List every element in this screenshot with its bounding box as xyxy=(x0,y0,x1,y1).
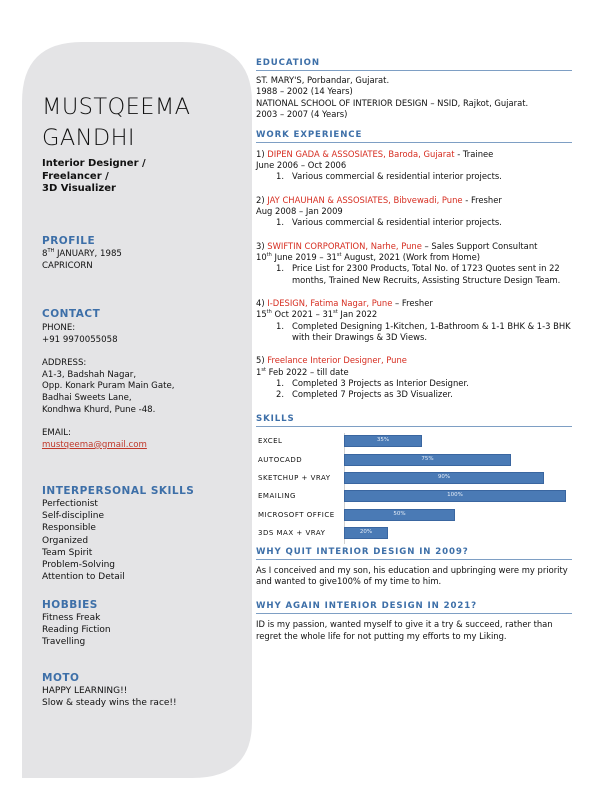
why-quit-text: As I conceived and my son, his education and upbringing were my priority and wanted to give100% of my time to him. xyxy=(256,564,568,587)
skill-label: AUTOCADD xyxy=(258,455,303,464)
tagline xyxy=(42,158,242,196)
skill-bar xyxy=(344,435,422,447)
list-item: Reading Fiction xyxy=(42,625,111,636)
job-company: JAY CHAUHAN & ASSOSIATES, Bibvewadi, Pune xyxy=(267,194,463,205)
job-company: Freelance Interior Designer, Pune xyxy=(267,355,407,366)
job-dates: Aug 2008 – Jan 2009 xyxy=(256,206,343,217)
job-detail: 1. Various commercial & residential interior projects. xyxy=(276,171,502,182)
job-detail: 1. Various commercial & residential interior projects. xyxy=(276,217,502,228)
email-label: EMAIL: xyxy=(42,428,71,439)
job-dates: 15th Oct 2021 – 31st Jan 2022 xyxy=(256,309,378,320)
job-number: 4) xyxy=(256,297,268,308)
contact-heading: CONTACT xyxy=(42,308,101,320)
address-line: Kondhwa Khurd, Pune -48. xyxy=(42,404,156,415)
job-role: - Trainee xyxy=(454,148,494,159)
main-column xyxy=(256,58,572,642)
list-item: Organized xyxy=(42,535,89,546)
job-dates: June 2006 – Oct 2006 xyxy=(256,160,347,171)
email-link[interactable]: mustqeema@gmail.com xyxy=(42,439,147,450)
skill-value-label: 100% xyxy=(447,492,463,499)
education-line: 2003 – 2007 (4 Years) xyxy=(256,109,348,120)
skill-bar xyxy=(344,509,455,521)
skill-bar xyxy=(344,454,511,466)
skill-value-label: 90% xyxy=(437,474,451,481)
hobbies-heading: HOBBIES xyxy=(42,599,98,611)
skill-row xyxy=(256,433,572,451)
dob-day: 8 xyxy=(42,249,48,259)
job-company: I-DESIGN, Fatima Nagar, Pune xyxy=(267,297,393,308)
interpersonal-skills-section xyxy=(42,485,242,583)
job-number: 5) xyxy=(256,355,268,366)
skill-label: MICROSOFT OFFICE xyxy=(258,510,335,519)
tagline-line: 3D Visualizer xyxy=(42,183,116,194)
address-line: Opp. Konark Puram Main Gate, xyxy=(42,381,175,392)
name-line-1: MUSTQEEMA xyxy=(42,94,191,120)
job-title-line xyxy=(256,195,572,206)
skill-label: 3DS MAX + VRAY xyxy=(258,529,326,538)
skills-heading: SKILLS xyxy=(256,414,572,427)
education-line: NATIONAL SCHOOL OF INTERIOR DESIGN – NSID, Rajkot, Gujarat. xyxy=(256,97,529,108)
education-line: 1988 – 2002 (14 Years) xyxy=(256,86,353,97)
job-detail: 1. Completed Designing 1-Kitchen, 1-Bathroom & 1-1 BHK & 1-3 BHK with their Drawings & 3D Views. xyxy=(276,320,571,342)
job-dates: 10th June 2019 – 31st August, 2021 (Work from Home) xyxy=(256,252,480,263)
job-dates: 1st Feb 2022 – till date xyxy=(256,366,349,377)
tagline-line: Interior Designer / xyxy=(42,158,146,169)
moto-section xyxy=(42,672,242,709)
profile-section xyxy=(42,235,242,272)
job-role: – Sales Support Consultant xyxy=(421,240,538,251)
why-quit-heading: WHY QUIT INTERIOR DESIGN IN 2009? xyxy=(256,547,572,560)
education-line: ST. MARY'S, Porbandar, Gujarat. xyxy=(256,75,390,85)
dob-month-year: JANUARY, 1985 xyxy=(54,249,122,259)
education-heading: EDUCATION xyxy=(256,58,572,71)
job-entry xyxy=(256,241,572,286)
why-again-text: ID is my passion, wanted myself to give it a try & succeed, rather than regret the whole life for not putting my efforts to my Liking. xyxy=(256,619,553,641)
skills-chart xyxy=(256,433,572,543)
job-title-line xyxy=(256,355,572,366)
skill-value-label: 75% xyxy=(421,455,434,462)
address-line: A1-3, Badshah Nagar, xyxy=(42,369,137,380)
address-label: ADDRESS: xyxy=(42,358,87,369)
skill-label: SKETCHUP + VRAY xyxy=(258,474,331,483)
date-of-birth xyxy=(42,249,242,261)
skill-label: EXCEL xyxy=(258,437,283,446)
job-detail: 2. Completed 7 Projects as 3D Visualizer. xyxy=(276,389,453,400)
skill-bar xyxy=(344,490,566,502)
skill-bar xyxy=(344,527,388,539)
skill-row xyxy=(256,488,572,506)
skill-row xyxy=(256,507,572,525)
contact-section xyxy=(42,308,242,450)
skill-row xyxy=(256,525,572,543)
zodiac-sign: CAPRICORN xyxy=(42,260,93,271)
job-entry xyxy=(256,149,572,183)
job-entry xyxy=(256,298,572,343)
list-item: Slow & steady wins the race!! xyxy=(42,698,177,709)
skill-value-label: 35% xyxy=(376,437,390,444)
job-company: DIPEN GADA & ASSOSIATES, Baroda, Gujarat xyxy=(267,148,455,159)
hobbies-section xyxy=(42,599,242,649)
work-experience-heading: WORK EXPERIENCE xyxy=(256,130,572,143)
education-block xyxy=(256,75,572,121)
dob-suffix: TH xyxy=(47,248,55,255)
list-item: Self-discipline xyxy=(42,511,104,522)
job-title-line xyxy=(256,241,572,252)
skill-row xyxy=(256,470,572,488)
list-item: Fitness Freak xyxy=(42,613,101,623)
phone-number[interactable]: +91 9970055058 xyxy=(42,334,118,345)
job-number: 1) xyxy=(256,148,268,159)
job-company: SWIFTIN CORPORATION, Narhe, Pune xyxy=(267,240,422,251)
job-title-line xyxy=(256,149,572,160)
job-detail: 1. Price List for 2300 Products, Total No. of 1723 Quotes sent in 22 months, Trained New Recruits, Assisting Structure Design Team. xyxy=(276,263,561,285)
job-title-line xyxy=(256,298,572,309)
list-item: Responsible xyxy=(42,523,96,534)
job-role: - Fresher xyxy=(462,194,502,205)
header-block xyxy=(42,92,242,196)
name-line-2: GANDHI xyxy=(42,125,135,151)
skill-bar xyxy=(344,472,544,484)
profile-heading: PROFILE xyxy=(42,235,96,247)
tagline-line: Freelancer / xyxy=(42,170,109,182)
job-number: 2) xyxy=(256,194,268,205)
skill-row xyxy=(256,452,572,470)
job-entry xyxy=(256,195,572,229)
list-item: Problem-Solving xyxy=(42,560,116,571)
job-detail: 1. Completed 3 Projects as Interior Designer. xyxy=(276,377,469,388)
list-item: Attention to Detail xyxy=(42,572,125,583)
job-role: – Fresher xyxy=(392,297,433,308)
list-item: Travelling xyxy=(42,637,86,648)
list-item: Perfectionist xyxy=(42,499,98,509)
skill-label: EMAILING xyxy=(258,492,296,501)
skill-value-label: 50% xyxy=(393,510,406,517)
skill-value-label: 20% xyxy=(359,529,373,536)
phone-label: PHONE: xyxy=(42,323,76,333)
list-item: HAPPY LEARNING!! xyxy=(42,686,128,696)
interpersonal-heading: INTERPERSONAL SKILLS xyxy=(42,485,195,497)
job-number: 3) xyxy=(256,240,268,251)
list-item: Team Spirit xyxy=(42,547,93,558)
job-entry xyxy=(256,355,572,400)
moto-heading: MOTO xyxy=(42,672,80,684)
address-line: Badhai Sweets Lane, xyxy=(42,392,132,403)
why-again-heading: WHY AGAIN INTERIOR DESIGN IN 2021? xyxy=(256,601,572,614)
